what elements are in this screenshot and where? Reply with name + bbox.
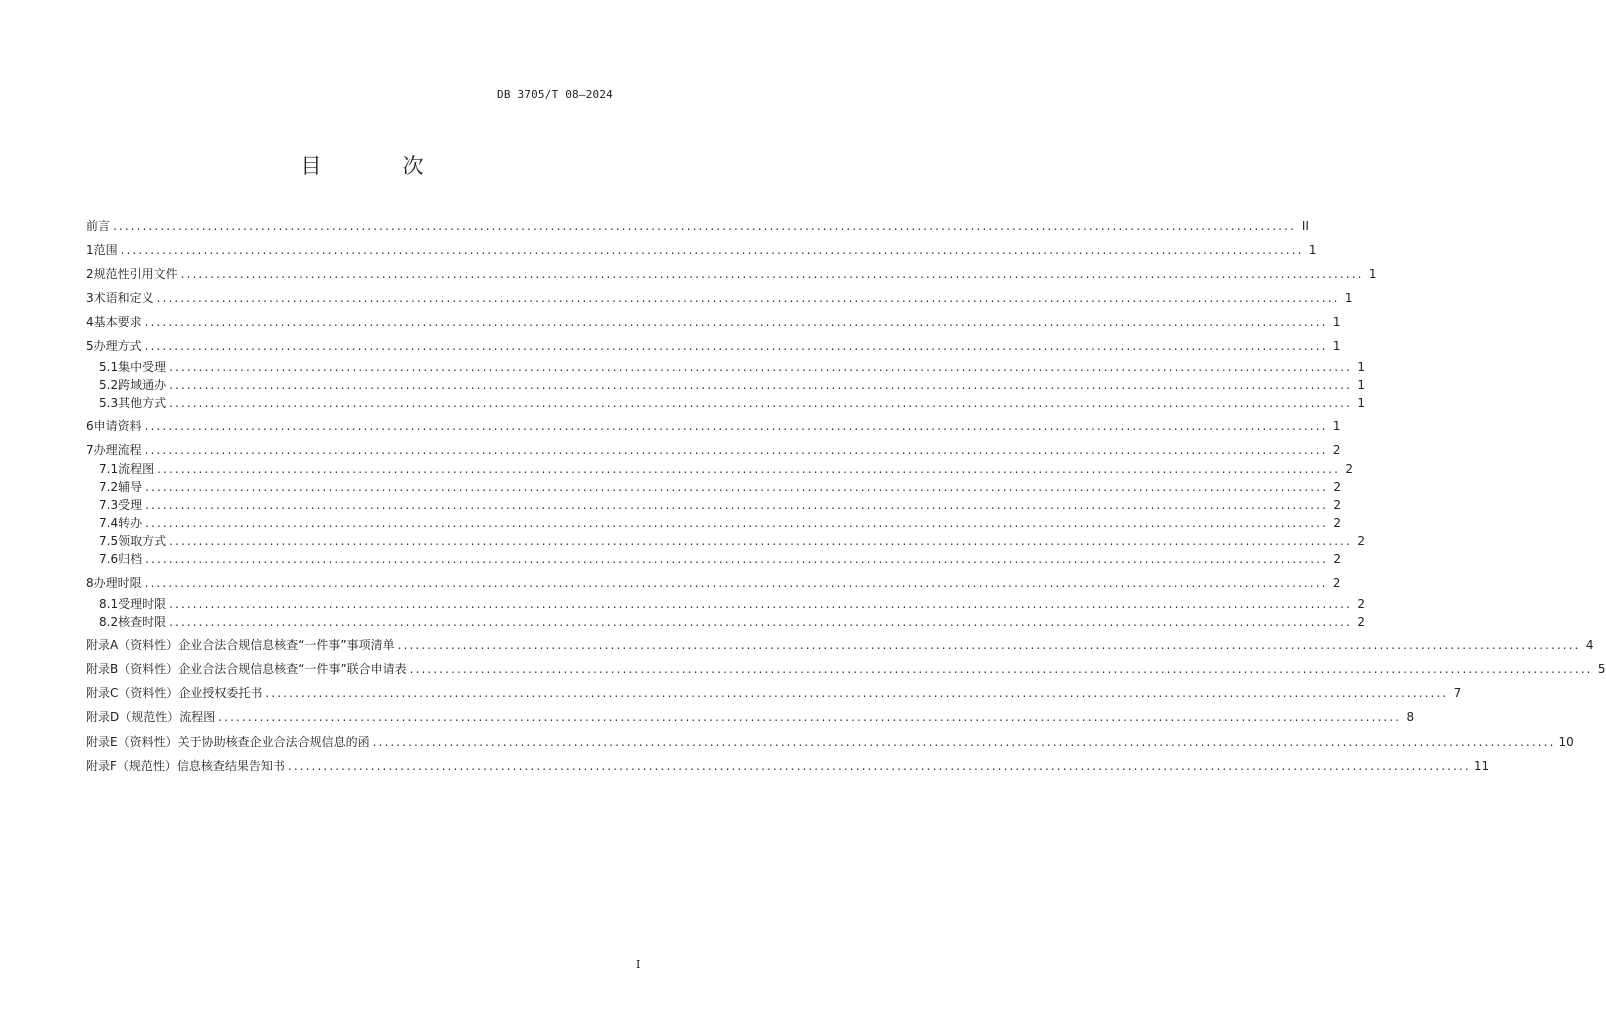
- toc-entry-number: 5: [86, 339, 94, 353]
- toc-entry-number: 7.6: [99, 552, 119, 566]
- toc-entry[interactable]: [86, 708, 1415, 726]
- dot-leader: ........................................................................................................................................................................................................: [144, 339, 1328, 353]
- toc-entry-number: 4: [86, 315, 94, 329]
- toc-entry-label: 企业合法合规信息核查“一件事”联合申请表: [178, 662, 407, 676]
- dot-leader: ........................................................................................................................................................................................................: [156, 291, 1340, 305]
- toc-entry-number: 2: [86, 267, 94, 281]
- toc-entry-label: 术语和定义: [93, 291, 154, 305]
- toc-entry-label: 辅导: [118, 480, 143, 494]
- toc-entry[interactable]: [86, 514, 1341, 532]
- toc-entry-page: 7: [1453, 686, 1462, 700]
- dot-leader: ........................................................................................................................................................................................................: [144, 576, 1328, 590]
- toc-entry-page: 2: [1333, 552, 1341, 566]
- toc-entry-number: 1: [86, 243, 94, 257]
- toc-entry-label: 关于协助核查企业合法合规信息的函: [177, 735, 370, 749]
- toc-entry-page: II: [1301, 219, 1309, 233]
- toc-entry[interactable]: [86, 595, 1365, 613]
- toc-entry[interactable]: [86, 217, 1309, 235]
- toc-entry-page: 1: [1332, 315, 1341, 329]
- toc-entry-label: 跨域通办: [118, 378, 167, 392]
- dot-leader: ........................................................................................................................................................................................................: [145, 552, 1328, 566]
- toc-entry-page: 2: [1357, 597, 1365, 611]
- toc-entry-page: 1: [1332, 419, 1341, 433]
- dot-leader: ........................................................................................................................................................................................................: [145, 480, 1328, 494]
- dot-leader: ........................................................................................................................................................................................................: [113, 219, 1296, 233]
- toc-entry-label: 信息核查结果告知书: [176, 759, 285, 773]
- toc-entry-label: 前言: [86, 219, 111, 233]
- toc-entry-number: 7.5: [99, 534, 119, 548]
- dot-leader: ........................................................................................................................................................................................................: [265, 686, 1449, 700]
- toc-entry[interactable]: [86, 241, 1317, 259]
- dot-leader: ........................................................................................................................................................................................................: [144, 443, 1328, 457]
- dot-leader: ........................................................................................................................................................................................................: [145, 516, 1328, 530]
- toc-entry-label: 受理: [118, 498, 143, 512]
- toc-entry-page: 1: [1357, 378, 1365, 392]
- toc-entry[interactable]: [86, 441, 1341, 459]
- toc-entry-page: 11: [1473, 759, 1490, 773]
- dot-leader: ........................................................................................................................................................................................................: [180, 267, 1364, 281]
- toc-entry[interactable]: [86, 636, 1594, 654]
- toc-entry-annex: 附录D（规范性）: [86, 710, 180, 724]
- toc-entry-page: 5: [1597, 662, 1606, 676]
- dot-leader: ........................................................................................................................................................................................................: [169, 615, 1352, 629]
- toc-entry-page: 2: [1332, 576, 1341, 590]
- toc-entry[interactable]: [86, 733, 1574, 751]
- toc-entry-label: 范围: [93, 243, 118, 257]
- dot-leader: ........................................................................................................................................................................................................: [397, 638, 1581, 652]
- dot-leader: ........................................................................................................................................................................................................: [169, 396, 1352, 410]
- toc-entry-page: 4: [1585, 638, 1594, 652]
- toc-entry[interactable]: [86, 757, 1490, 775]
- toc-entry-label: 申请资料: [93, 419, 142, 433]
- toc-entry[interactable]: [86, 265, 1377, 283]
- toc-entry-annex: 附录C（资料性）: [86, 686, 179, 700]
- toc-entry-label: 转办: [118, 516, 143, 530]
- toc-entry-annex: 附录F（规范性）: [86, 759, 177, 773]
- dot-leader: ........................................................................................................................................................................................................: [144, 419, 1328, 433]
- toc-entry-label: 核查时限: [118, 615, 167, 629]
- toc-entry-number: 7: [86, 443, 94, 457]
- toc-entry-label: 受理时限: [118, 597, 167, 611]
- toc-entry-annex: 附录E（资料性）: [86, 735, 178, 749]
- toc-entry-label: 办理方式: [93, 339, 142, 353]
- dot-leader: ........................................................................................................................................................................................................: [157, 462, 1340, 476]
- toc-entry-page: 1: [1308, 243, 1317, 257]
- toc-entry-number: 7.1: [99, 462, 119, 476]
- toc-entry[interactable]: [86, 684, 1462, 702]
- toc-entry-page: 2: [1333, 498, 1341, 512]
- dot-leader: ........................................................................................................................................................................................................: [287, 759, 1471, 773]
- toc-entry-annex: 附录A（资料性）: [86, 638, 179, 652]
- dot-leader: ........................................................................................................................................................................................................: [409, 662, 1593, 676]
- toc-entry-page: 2: [1333, 480, 1341, 494]
- dot-leader: ........................................................................................................................................................................................................: [145, 498, 1328, 512]
- dot-leader: ........................................................................................................................................................................................................: [218, 710, 1402, 724]
- toc-entry-label: 领取方式: [118, 534, 167, 548]
- toc-entry[interactable]: [86, 496, 1341, 514]
- toc-entry-label: 归档: [118, 552, 143, 566]
- toc-entry[interactable]: [86, 376, 1365, 394]
- toc-entry-page: 2: [1345, 462, 1353, 476]
- toc-entry-label: 规范性引用文件: [93, 267, 178, 281]
- toc-entry-number: 6: [86, 419, 94, 433]
- toc-entry-page: 2: [1357, 615, 1365, 629]
- toc-entry-page: 1: [1357, 396, 1365, 410]
- toc-entry-number: 5.1: [99, 360, 119, 374]
- document-code: DB 3705/T 08—2024: [497, 88, 613, 101]
- dot-leader: ........................................................................................................................................................................................................: [120, 243, 1304, 257]
- dot-leader: ........................................................................................................................................................................................................: [169, 360, 1352, 374]
- toc-entry-label: 办理时限: [93, 576, 142, 590]
- toc-entry[interactable]: [86, 532, 1365, 550]
- page-title: 目 次: [300, 154, 454, 178]
- toc-entry-number: 8.2: [99, 615, 119, 629]
- toc-entry[interactable]: [86, 574, 1341, 592]
- toc-entry-page: 8: [1406, 710, 1415, 724]
- toc-entry[interactable]: [86, 460, 1353, 478]
- toc-entry[interactable]: [86, 289, 1353, 307]
- toc-entry-label: 企业合法合规信息核查“一件事”事项清单: [178, 638, 395, 652]
- toc-entry-page: 1: [1368, 267, 1377, 281]
- toc-entry-number: 7.2: [99, 480, 119, 494]
- page-number: I: [636, 958, 641, 971]
- toc-entry-label: 办理流程: [93, 443, 142, 457]
- toc-entry-page: 2: [1332, 443, 1341, 457]
- toc-entry-page: 10: [1558, 735, 1574, 749]
- toc-entry-number: 8: [86, 576, 94, 590]
- toc-entry-page: 2: [1357, 534, 1365, 548]
- dot-leader: ........................................................................................................................................................................................................: [169, 534, 1352, 548]
- toc-entry-label: 基本要求: [93, 315, 142, 329]
- dot-leader: ........................................................................................................................................................................................................: [169, 597, 1352, 611]
- toc-entry-label: 流程图: [118, 462, 155, 476]
- toc-entry-number: 3: [86, 291, 94, 305]
- toc-entry[interactable]: [86, 337, 1341, 355]
- toc-entry-label: 企业授权委托书: [178, 686, 263, 700]
- toc-entry-number: 7.3: [99, 498, 119, 512]
- toc-entry-page: 1: [1357, 360, 1365, 374]
- toc-entry-label: 流程图: [179, 710, 216, 724]
- toc-entry[interactable]: [86, 660, 1606, 678]
- toc-entry-number: 5.3: [99, 396, 119, 410]
- toc-entry-label: 其他方式: [118, 396, 167, 410]
- toc-entry-page: 1: [1332, 339, 1341, 353]
- toc-entry[interactable]: [86, 417, 1341, 435]
- toc-entry[interactable]: [86, 613, 1365, 631]
- toc-entry-number: 7.4: [99, 516, 119, 530]
- toc-entry[interactable]: [86, 358, 1365, 376]
- toc-entry[interactable]: [86, 478, 1341, 496]
- toc-entry[interactable]: [86, 394, 1365, 412]
- toc-entry-annex: 附录B（资料性）: [86, 662, 179, 676]
- toc-entry-number: 8.1: [99, 597, 119, 611]
- dot-leader: ........................................................................................................................................................................................................: [372, 735, 1556, 749]
- toc-entry-number: 5.2: [99, 378, 119, 392]
- toc-entry-page: 2: [1333, 516, 1341, 530]
- toc-entry[interactable]: [86, 313, 1341, 331]
- toc-entry[interactable]: [86, 550, 1341, 568]
- toc-entry-page: 1: [1344, 291, 1353, 305]
- toc-entry-label: 集中受理: [118, 360, 167, 374]
- dot-leader: ........................................................................................................................................................................................................: [169, 378, 1352, 392]
- dot-leader: ........................................................................................................................................................................................................: [144, 315, 1328, 329]
